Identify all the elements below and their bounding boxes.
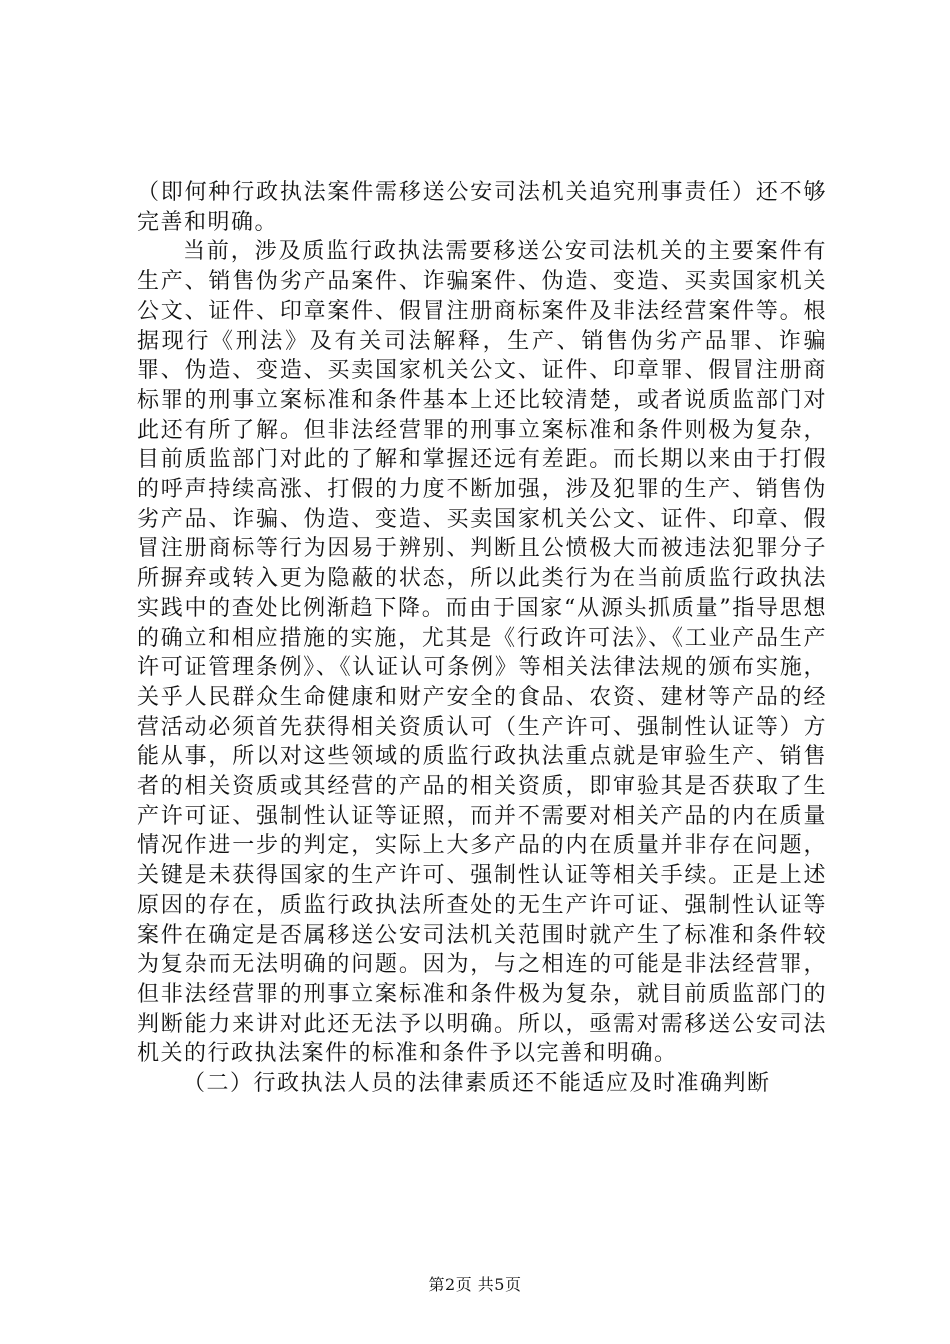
page-footer: 第2页 共5页 [428, 1275, 522, 1294]
paragraph-main: 当前，涉及质监行政执法需要移送公安司法机关的主要案件有生产、销售伪劣产品案件、诈骗案件、伪造、变造、买卖国家机关公文、证件、印章案件、假冒注册商标案件及非法经营案件等。根据现行《刑法》及有关司法解释，生产、销售伪劣产品罪、诈骗罪、伪造、变造、买卖国家机关公文、证件、印章罪、假冒注册商标罪的刑事立案标准和条件基本上还比较清楚，或者说质监部门对此还有所了解。但非法经营罪的刑事立案标准和条件则极为复杂，目前质监部门对此的了解和掌握还远有差距。而长期以来由于打假的呼声持续高涨、打假的力度不断加强，涉及犯罪的生产、销售伪劣产品、诈骗、伪造、变造、买卖国家机关公文、证件、印章、假冒注册商标等行为因易于辨别、判断且公愤极大而被违法犯罪分子所摒弃或转入更为隐蔽的状态，所以此类行为在当前质监行政执法实践中的查处比例渐趋下降。而由于国家“从源头抓质量”指导思想的确立和相应措施的实施，尤其是《行政许可法》、《工业产品生产许可证管理条例》、《认证认可条例》等相关法律法规的颁布实施，关乎人民群众生命健康和财产安全的食品、农资、建材等产品的经营活动必须首先获得相关资质认可（生产许可、强制性认证等）方能从事，所以对这些领域的质监行政执法重点就是审验生产、销售者的相关资质或其经营的产品的相关资质，即审验其是否获取了生产许可证、强制性认证等证照，而并不需要对相关产品的内在质量情况作进一步的判定，实际上大多产品的内在质量并非存在问题，关键是未获得国家的生产许可、强制性认证等相关手续。正是上述原因的存在，质监行政执法所查处的无生产许可证、强制性认证等案件在确定是否属移送公安司法机关范围时就产生了标准和条件较为复杂而无法明确的问题。因为，与之相连的可能是非法经营罪，但非法经营罪的刑事立案标准和条件极为复杂，就目前质监部门的判断能力来讲对此还无法予以明确。所以，亟需对需移送公安司法机关的行政执法案件的标准和条件予以完善和明确。 [137, 239, 827, 1067]
paragraph-continuation: （即何种行政执法案件需移送公安司法机关追究刑事责任）还不够完善和明确。 [137, 180, 827, 235]
document-body [137, 178, 827, 1099]
section-heading: （二）行政执法人员的法律素质还不能适应及时准确判断 [183, 1071, 771, 1097]
